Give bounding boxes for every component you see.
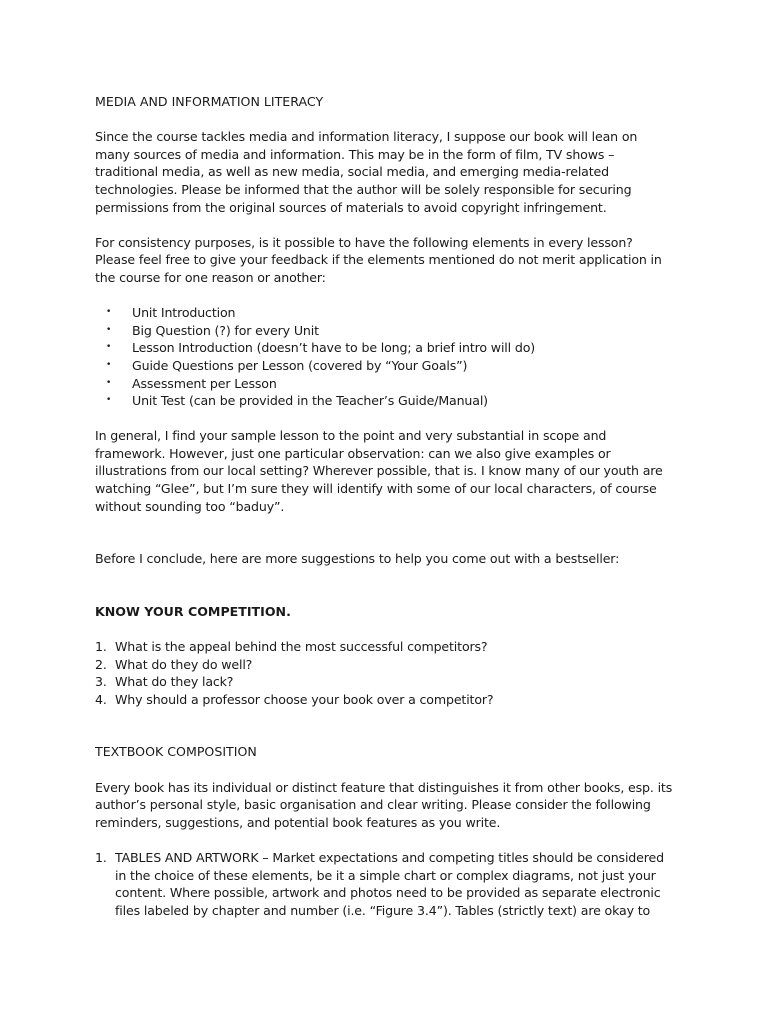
list-item-text: Unit Introduction: [132, 305, 236, 321]
composition-list: [95, 849, 675, 919]
list-item-text: Guide Questions per Lesson (covered by “Your Goals”): [132, 357, 468, 373]
bullet-glyph: •: [106, 377, 112, 388]
bullet-glyph: •: [106, 395, 112, 406]
list-item-text: Assessment per Lesson: [132, 375, 277, 391]
list-item-number: 2.: [95, 656, 107, 672]
list-item: [95, 638, 675, 656]
list-item: [95, 357, 675, 375]
bullet-glyph: •: [106, 359, 112, 370]
intro-paragraph: Since the course tackles media and information literacy, I suppose our book will lean on many sources of media and information. This may be in the form of film, TV shows – traditional media, as well as new media, social media, and emerging media-related technologies. Please be informed that the author will be solely responsible for securing permissions from the original sources of materials to avoid copyright infringement.: [95, 129, 638, 215]
list-item-text: What do they do well?: [115, 656, 253, 672]
composition-paragraph: Every book has its individual or distinct feature that distinguishes it from other books, esp. its author’s personal style, basic organisation and clear writing. Please consider the following reminders, suggestions, and potential book features as you write.: [95, 779, 673, 830]
conclude-paragraph: Before I conclude, here are more suggestions to help you come out with a bestseller:: [95, 551, 620, 567]
list-item: [95, 656, 675, 674]
document-title: MEDIA AND INFORMATION LITERACY: [95, 94, 324, 109]
list-item-text: What do they lack?: [115, 674, 234, 690]
list-item-number: 3.: [95, 674, 107, 690]
list-item-text: Why should a professor choose your book over a competitor?: [115, 691, 494, 707]
list-item-number: 4.: [95, 691, 107, 707]
list-item: [95, 392, 675, 410]
list-item: [95, 849, 675, 919]
list-item: [95, 673, 675, 691]
general-paragraph: In general, I find your sample lesson to the point and very substantial in scope and framework. However, just one particular observation: can we also give examples or illustrations from our local setting? Wherever possible, that is. I know many of our youth are watching “Glee”, but I’m sure they will identify with some of our local characters, of course without sounding too “baduy”.: [95, 428, 663, 514]
competition-list: [95, 638, 675, 708]
consistency-paragraph: For consistency purposes, is it possible to have the following elements in every lesson? Please feel free to give your feedback if the elements mentioned do not merit application in the course for one reason or another:: [95, 234, 662, 285]
document-body: [95, 93, 675, 919]
composition-heading: TEXTBOOK COMPOSITION: [95, 744, 257, 760]
bullet-glyph: •: [106, 324, 112, 335]
list-item-text: TABLES AND ARTWORK – Market expectations and competing titles should be considered in the choice of these elements, be it a simple chart or complex diagrams, not just your content. Where possible, artwork and photos need to be provided as separate electronic files labeled by chapter and number (i.e. “Figure 3.4”). Tables (strictly text) are okay to: [115, 849, 664, 918]
list-item-number: 1.: [95, 639, 107, 655]
list-item-text: Big Question (?) for every Unit: [132, 322, 319, 338]
list-item: [95, 375, 675, 393]
list-item-text: Lesson Introduction (doesn’t have to be long; a brief intro will do): [132, 340, 536, 356]
competition-heading: KNOW YOUR COMPETITION.: [95, 603, 291, 619]
list-item-text: What is the appeal behind the most successful competitors?: [115, 639, 488, 655]
lesson-elements-list: [95, 304, 675, 410]
list-item: [95, 691, 675, 709]
list-item-text: Unit Test (can be provided in the Teacher’s Guide/Manual): [132, 393, 488, 409]
bullet-glyph: •: [106, 307, 112, 318]
list-item: [95, 304, 675, 322]
list-item-number: 1.: [95, 849, 107, 865]
bullet-glyph: •: [106, 342, 112, 353]
list-item: [95, 339, 675, 357]
list-item: [95, 322, 675, 340]
